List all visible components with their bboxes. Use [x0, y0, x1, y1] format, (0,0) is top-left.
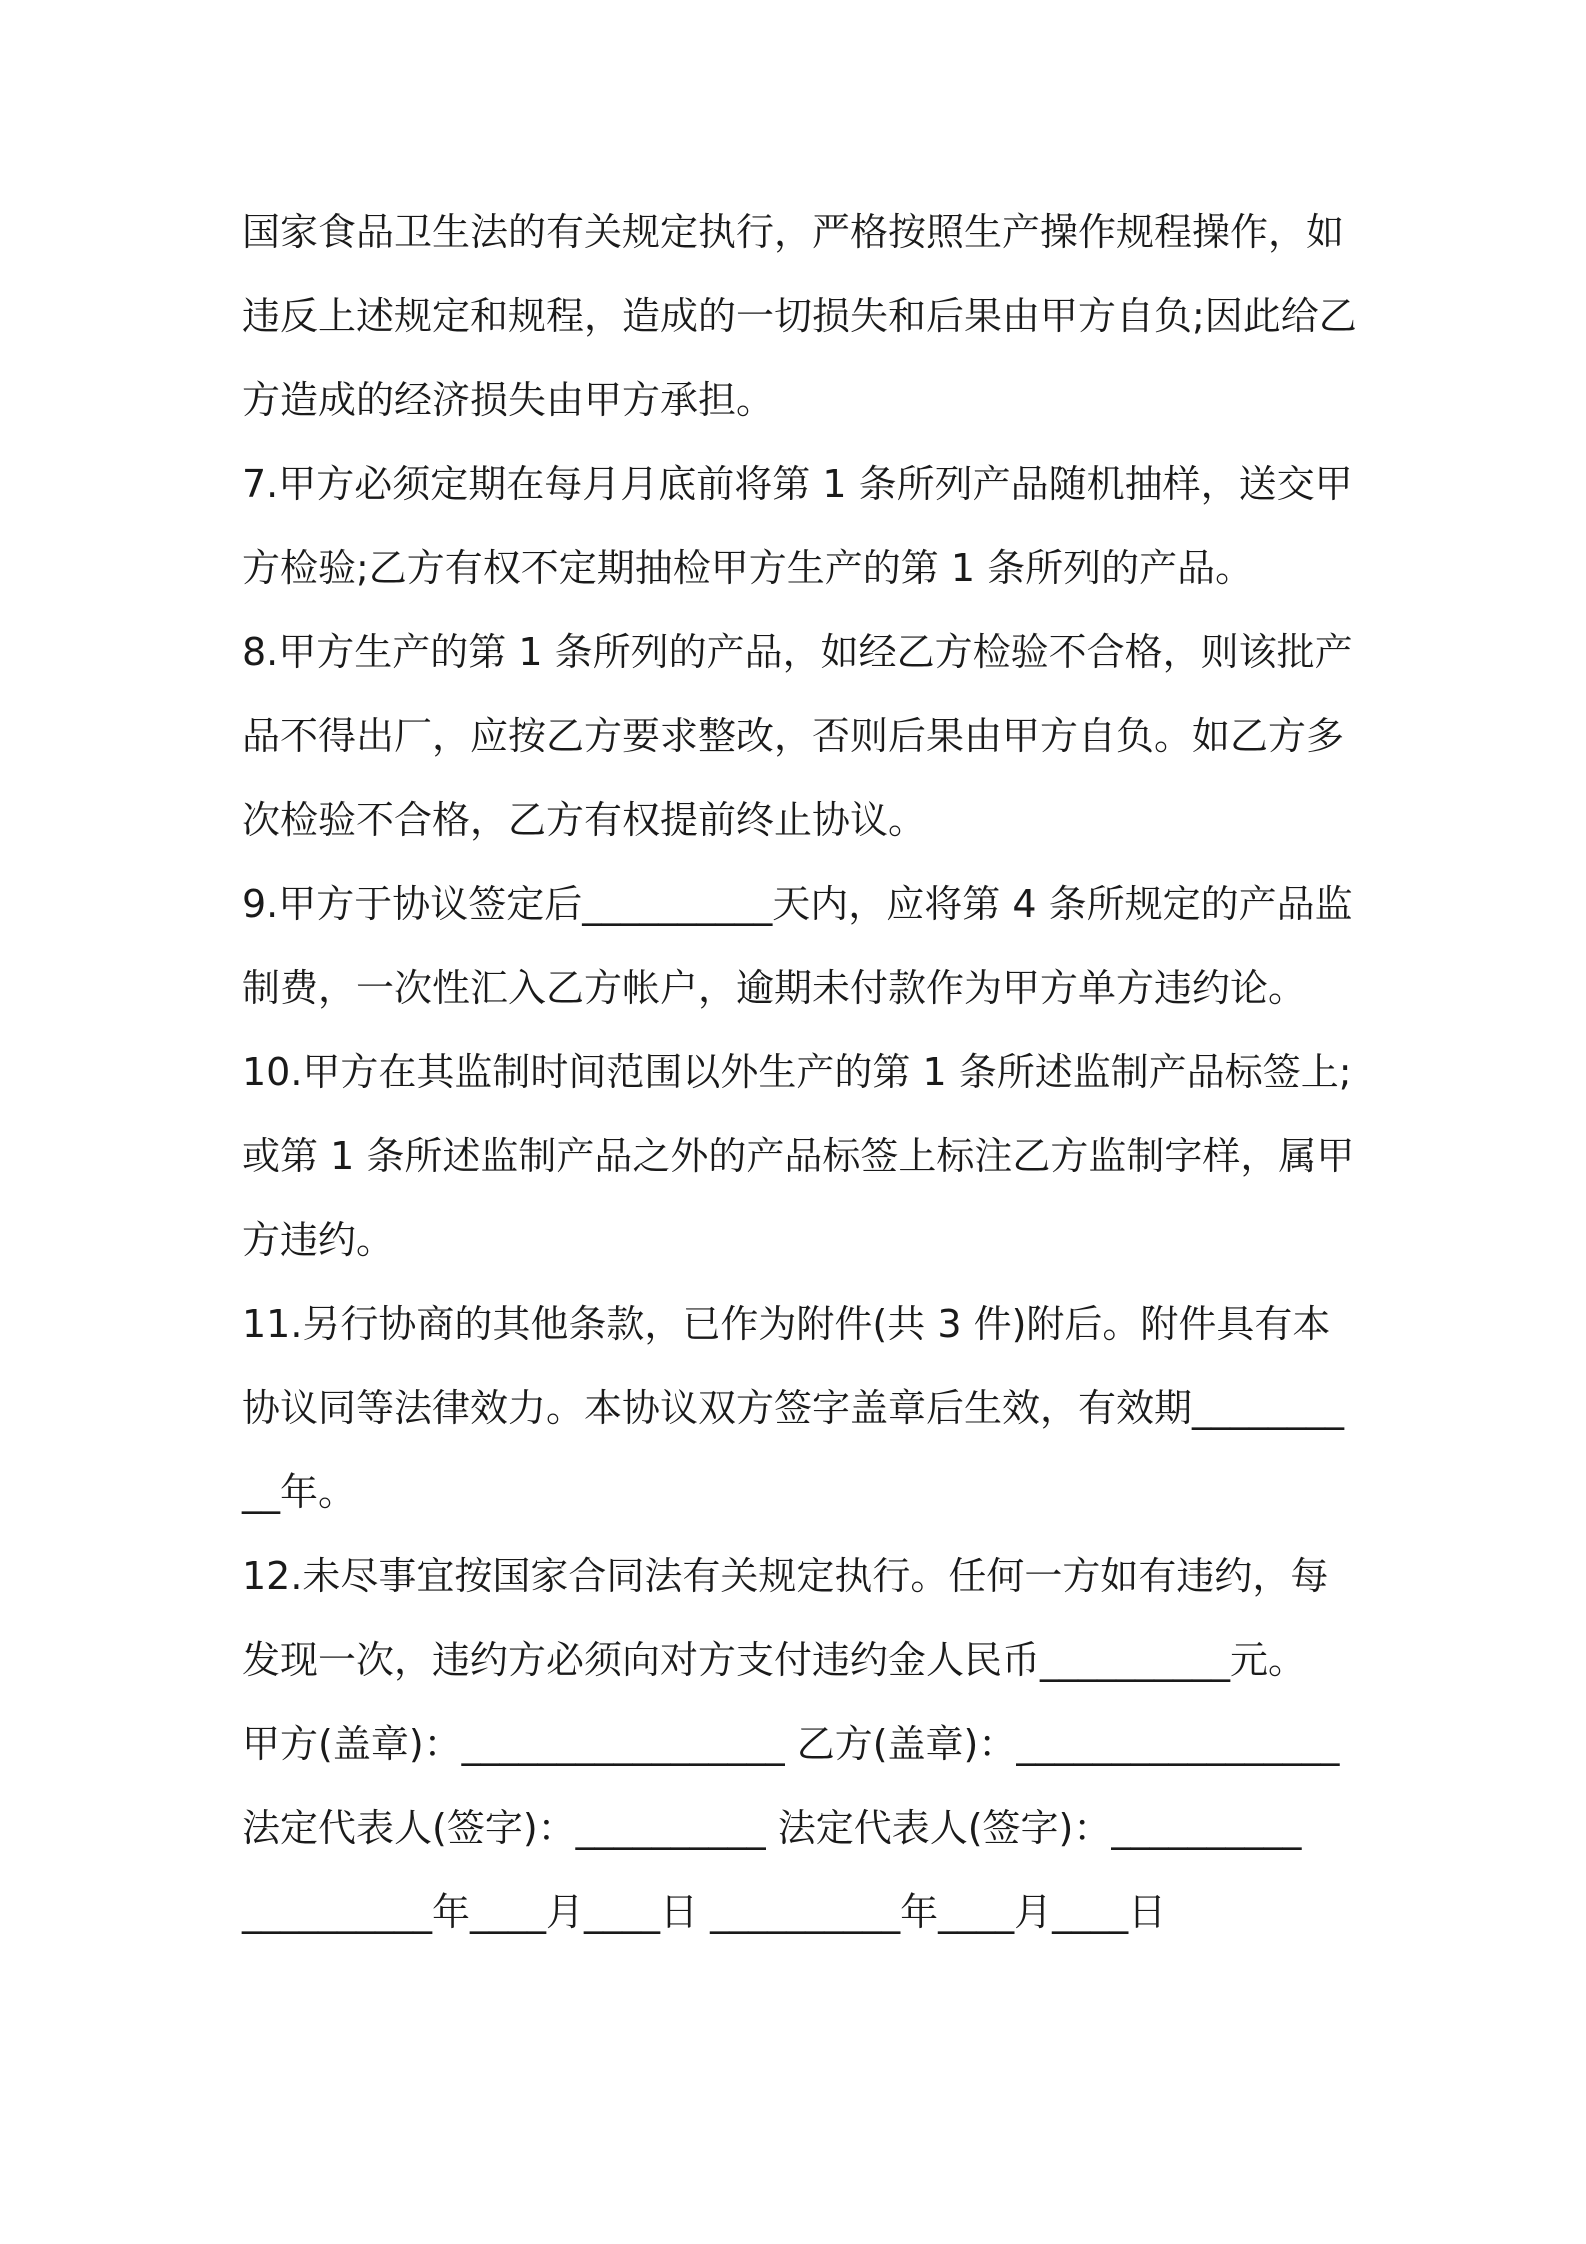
document-page [242, 190, 1362, 1954]
legal-representative-line: 法定代表人(签字)：__________ 法定代表人(签字)：__________ [242, 1806, 1302, 1850]
clause-12: 12.未尽事宜按国家合同法有关规定执行。任何一方如有违约，每发现一次，违约方必须向对方支付违约金人民币__________元。 [242, 1554, 1329, 1682]
clause-10: 10.甲方在其监制时间范围以外生产的第 1 条所述监制产品标签上;或第 1 条所述监制产品之外的产品标签上标注乙方监制字样，属甲方违约。 [242, 1050, 1355, 1262]
seal-line: 甲方(盖章)：_________________ 乙方(盖章)：_________________ [242, 1722, 1340, 1766]
date-line: __________年____月____日 __________年____月____日 [242, 1890, 1167, 1934]
clause-11: 11.另行协商的其他条款，已作为附件(共 3 件)附后。附件具有本协议同等法律效力。本协议双方签字盖章后生效，有效期__________年。 [242, 1302, 1345, 1514]
clause-7: 7.甲方必须定期在每月月底前将第 1 条所列产品随机抽样，送交甲方检验;乙方有权不定期抽检甲方生产的第 1 条所列的产品。 [242, 462, 1353, 590]
paragraph-continuation: 国家食品卫生法的有关规定执行，严格按照生产操作规程操作，如违反上述规定和规程，造成的一切损失和后果由甲方自负;因此给乙方造成的经济损失由甲方承担。 [242, 210, 1357, 422]
clause-8: 8.甲方生产的第 1 条所列的产品，如经乙方检验不合格，则该批产品不得出厂，应按乙方要求整改，否则后果由甲方自负。如乙方多次检验不合格，乙方有权提前终止协议。 [242, 630, 1353, 842]
clause-9: 9.甲方于协议签定后__________天内，应将第 4 条所规定的产品监制费，一次性汇入乙方帐户，逾期未付款作为甲方单方违约论。 [242, 882, 1353, 1010]
